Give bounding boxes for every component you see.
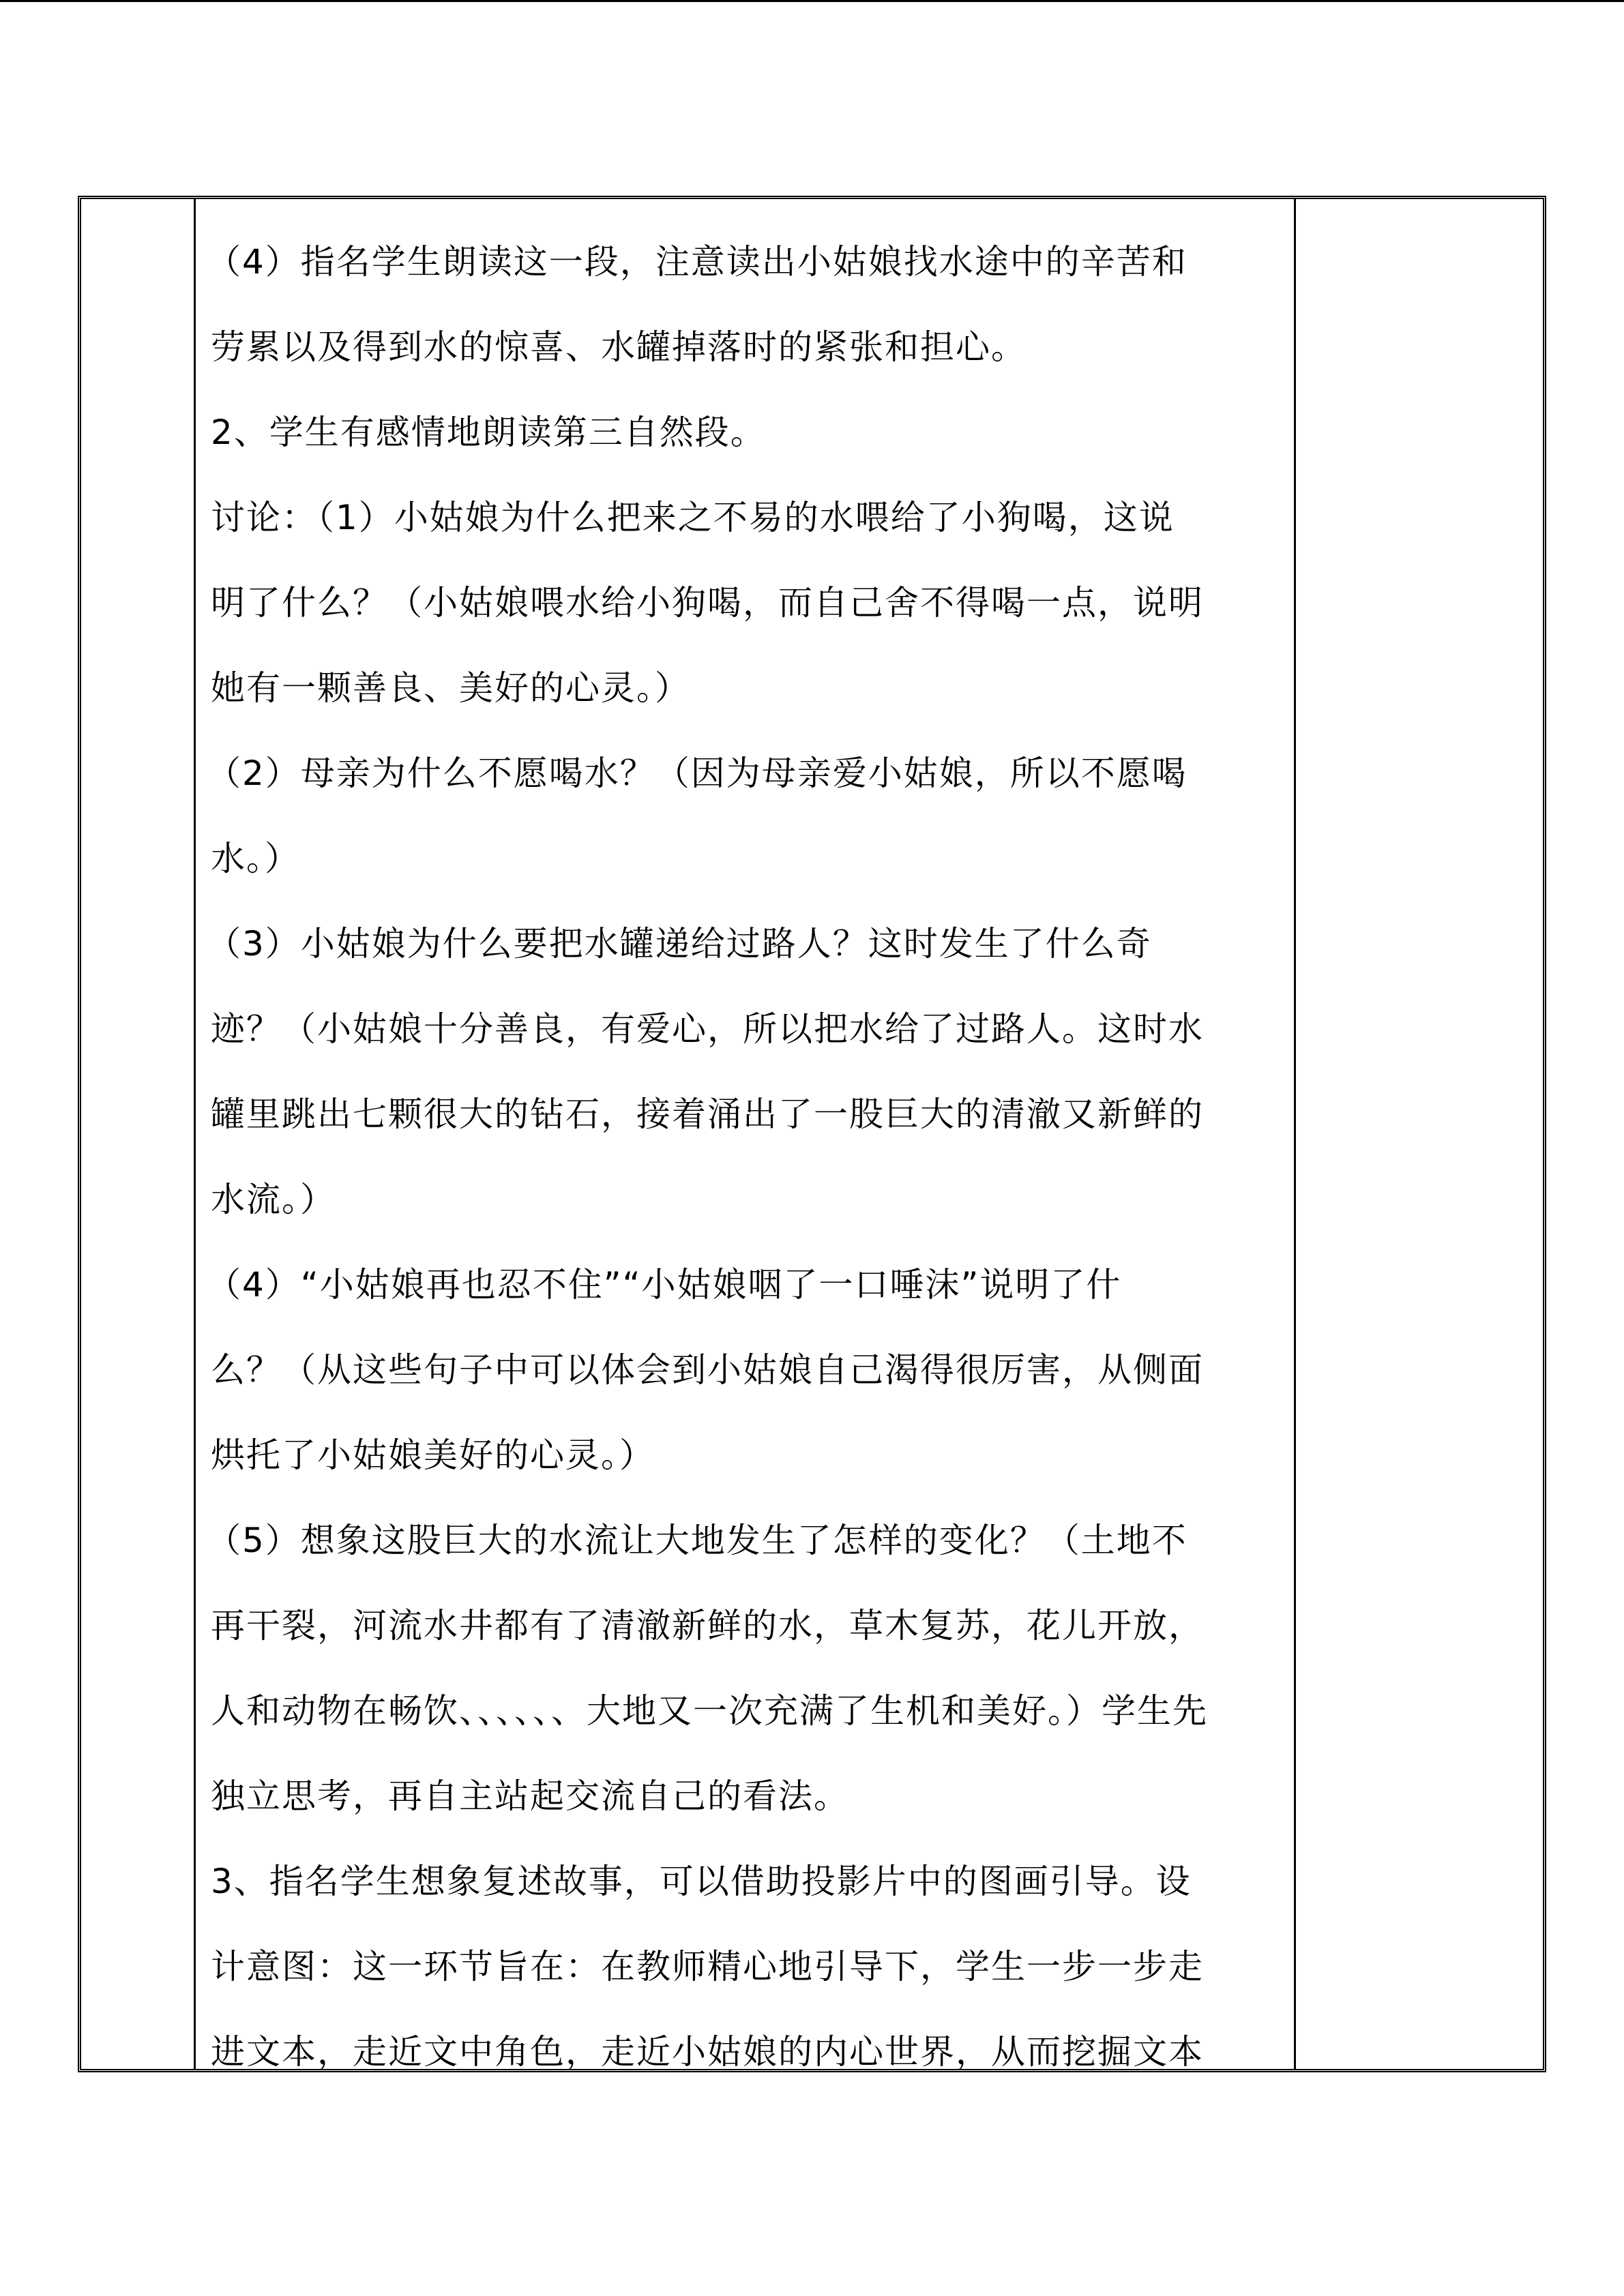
text-line: 2、学生有感情地朗读第三自然段。 bbox=[211, 413, 766, 452]
text-line: 明了什么？（小姑娘喂水给小狗喝，而自己舍不得喝一点，说明 bbox=[211, 583, 1204, 623]
lesson-content-cell bbox=[207, 220, 1288, 2095]
lesson-plan-table bbox=[78, 196, 1546, 2072]
left-column-divider bbox=[194, 199, 196, 2069]
text-line: 她有一颗善良、美好的心灵。） bbox=[211, 668, 690, 708]
text-line: 么？（从这些句子中可以体会到小姑娘自己渴得很厉害，从侧面 bbox=[211, 1350, 1204, 1390]
text-line: 劳累以及得到水的惊喜、水罐掉落时的紧张和担心。 bbox=[211, 327, 1027, 367]
right-column-cell bbox=[1296, 199, 1543, 2069]
text-line: 讨论：（1）小姑娘为什么把来之不易的水喂给了小狗喝，这说 bbox=[211, 498, 1175, 537]
left-column-cell bbox=[81, 199, 194, 2069]
text-line: （2）母亲为什么不愿喝水？（因为母亲爱小姑娘，所以不愿喝 bbox=[207, 754, 1187, 793]
text-line: 3、指名学生想象复述故事，可以借助投影片中的图画引导。设 bbox=[211, 1862, 1192, 1901]
text-line: （4）指名学生朗读这一段，注意读出小姑娘找水途中的辛苦和 bbox=[207, 242, 1187, 282]
text-line: 独立思考，再自主站起交流自己的看法。 bbox=[211, 1776, 849, 1816]
text-line: （4）“小姑娘再也忍不住”“小姑娘咽了一口唾沫”说明了什 bbox=[207, 1265, 1122, 1304]
page-top-border bbox=[0, 0, 1624, 2]
text-line: 罐里跳出七颗很大的钻石，接着涌出了一股巨大的清澈又新鲜的 bbox=[211, 1094, 1204, 1134]
text-line: 水流。） bbox=[211, 1180, 336, 1219]
text-line: 再干裂，河流水井都有了清澈新鲜的水，草木复苏，花儿开放， bbox=[211, 1606, 1204, 1645]
text-line: （3）小姑娘为什么要把水罐递给过路人？这时发生了什么奇 bbox=[207, 924, 1152, 964]
text-line: 计意图：这一环节旨在：在教师精心地引导下，学生一步一步走 bbox=[211, 1947, 1204, 1986]
text-line: 水。） bbox=[211, 839, 300, 878]
text-line: 迹？（小姑娘十分善良，有爱心，所以把水给了过路人。这时水 bbox=[211, 1009, 1204, 1049]
text-line: （5）想象这股巨大的水流让大地发生了怎样的变化？（土地不 bbox=[207, 1521, 1187, 1560]
text-line: 烘托了小姑娘美好的心灵。） bbox=[211, 1435, 655, 1475]
text-line: 人和动物在畅饮、、、、、、大地又一次充满了生机和美好。）学生先 bbox=[211, 1691, 1208, 1731]
text-line: 进文本，走近文中角色，走近小姑娘的内心世界，从而挖掘文本 bbox=[211, 2032, 1204, 2072]
